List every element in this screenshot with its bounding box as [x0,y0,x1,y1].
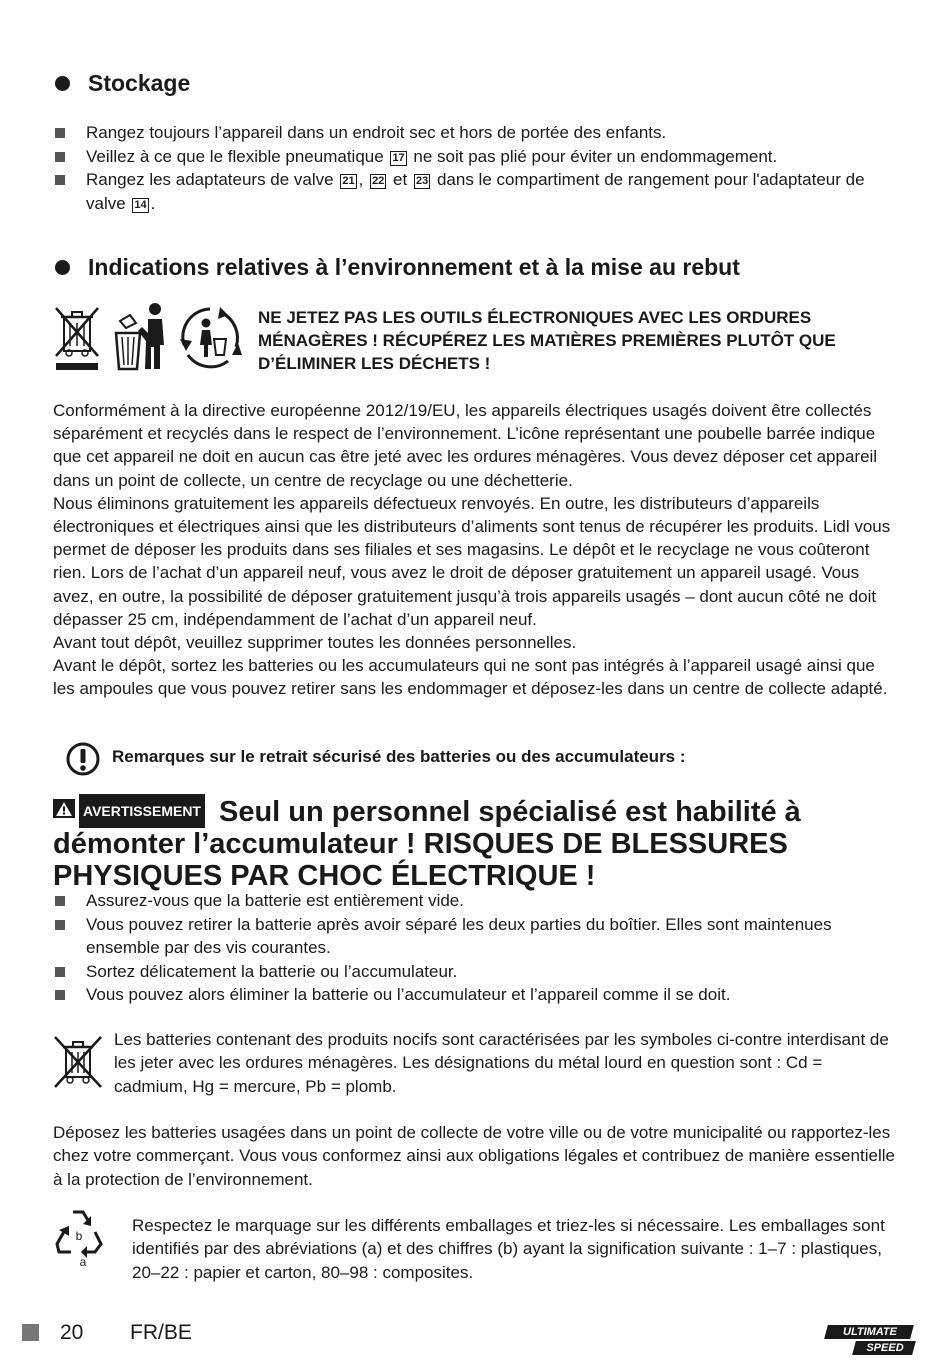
packaging-text: Respectez le marquage sur les différents emballages et triez-les si nécessaire. Les emballages sont identifiés par des abréviations (a) et des chiffres (b) ayant la signification suivante : 1–7 : plastiques, 20–22 : papier et carton, 80–98 : composites. [132,1216,885,1282]
exclamation-circle-icon [66,742,100,776]
environment-heading-text: Indications relatives à l’environnement et à la mise au rebut [88,254,740,280]
part-ref: 14 [134,198,147,211]
warning-triangle-icon [53,799,75,818]
warning-list [55,889,900,1007]
recycling-icon [178,305,244,369]
part-ref: 23 [415,175,429,187]
brand-logo-line1: ULTIMATE [843,1326,897,1338]
footer-square-icon [22,1324,39,1341]
brand-logo-line2: SPEED [866,1342,904,1354]
packaging-label-b: b [75,1229,83,1243]
part-ref: 22 [372,175,385,187]
bullet-dot-icon [55,260,70,275]
litter-bin-icon [110,301,168,371]
list-item: Vous pouvez retirer la batterie après avoir séparé les deux parties du boîtier. Elles sont maintenues ensemble par des vis courantes. [55,913,900,960]
bullet-dot-icon [55,76,70,91]
part-ref: 17 [392,151,405,164]
environment-heading [55,254,740,281]
paragraph: Conformément à la directive européenne 2012/19/EU, les appareils électriques usagés doivent être collectés séparément et recyclés dans le respect de l’environnement. L’icône représentant une poubelle barrée indique que cet appareil ne doit en aucun cas être jeté avec les ordures ménagères. Vous devez déposer cet appareil dans un point de collecte, un centre de recyclage ou une déchetterie. [53,401,878,490]
storage-heading [55,70,190,97]
crossed-bin-icon [53,303,101,371]
recycle-triangle-icon [55,1206,103,1268]
page-number: 20 [60,1321,84,1344]
warning-text: Seul un personnel spécialisé est habilité à démonter l’accumulateur ! RISQUES DE BLESSURES PHYSIQUES PAR CHOC ÉLECTRIQUE ! [53,796,801,892]
language-code: FR/BE [130,1321,192,1344]
paragraph: Nous éliminons gratuitement les appareils défectueux renvoyés. En outre, les distributeurs d’appareils électroniques et électriques ainsi que les distributeurs d’aliments sont tenus de récupérer les produits. Lidl vous permet de déposer les produits dans ses filiales et ses magasins. Le dépôt et le recyclage ne vous coûteront rien. Lors de l’achat d’un appareil neuf, vous avez le droit de déposer gratuitement un appareil usagé. Vous avez, en outre, la possibilité de déposer gratuitement jusqu’à trois appareils usagés – dont aucun côté ne doit dépasser 25 cm, indépendamment de l’achat d’un appareil neuf. [53,493,891,629]
paragraph: Avant tout dépôt, veuillez supprimer toutes les données personnelles. [53,633,577,653]
warning-block [53,794,903,892]
batteries-text: Les batteries contenant des produits nocifs sont caractérisées par les symboles ci-contre interdisant de les jeter avec les ordures ménagères. Les désignations du métal lourd en question sont : Cd = cadmium, Hg = mercure, Pb = plomb. [114,1030,889,1096]
crossed-bin-icon [53,1035,103,1089]
battery-note-title: Remarques sur le retrait sécurisé des batteries ou des accumulateurs : [112,747,686,766]
list-item: Veillez à ce que le flexible pneumatique 17 ne soit pas plié pour éviter un endommagement. [55,145,900,169]
list-item: Sortez délicatement la batterie ou l’accumulateur. [55,960,900,984]
batteries-disposal: Déposez les batteries usagées dans un point de collecte de votre ville ou de votre municipalité ou rapportez-les chez votre commerçant. Vous vous conformez ainsi aux obligations légales et contribuez de manière essentielle à la protection de l’environnement. [53,1123,895,1189]
brand-logo [826,1325,926,1357]
environment-notice: NE JETEZ PAS LES OUTILS ÉLECTRONIQUES AVEC LES ORDURES MÉNAGÈRES ! RÉCUPÉREZ LES MATIÈRES PREMIÈRES PLUTÔT QUE D’ÉLIMINER LES DÉCHETS ! [258,308,836,373]
packaging-label-a: a [79,1255,87,1268]
storage-list [55,121,900,215]
warning-badge: AVERTISSEMENT [79,794,205,828]
list-item: Rangez les adaptateurs de valve 21 , 22 et 23 dans le compartiment de rangement pour l'adaptateur de valve 14 . [55,168,900,215]
list-item: Assurez-vous que la batterie est entièrement vide. [55,889,900,913]
part-ref: 21 [342,175,355,187]
environment-text [53,399,893,701]
storage-heading-text: Stockage [88,70,191,96]
list-item: Vous pouvez alors éliminer la batterie ou l’accumulateur et l’appareil comme il se doit. [55,983,900,1007]
list-item: Rangez toujours l’appareil dans un endroit sec et hors de portée des enfants. [55,121,900,145]
paragraph: Avant le dépôt, sortez les batteries ou les accumulateurs qui ne sont pas intégrés à l’appareil usagé ainsi que les ampoules que vous pouvez retirer sans les endommager et déposez-les dans un centre de collecte adapté. [53,656,888,699]
